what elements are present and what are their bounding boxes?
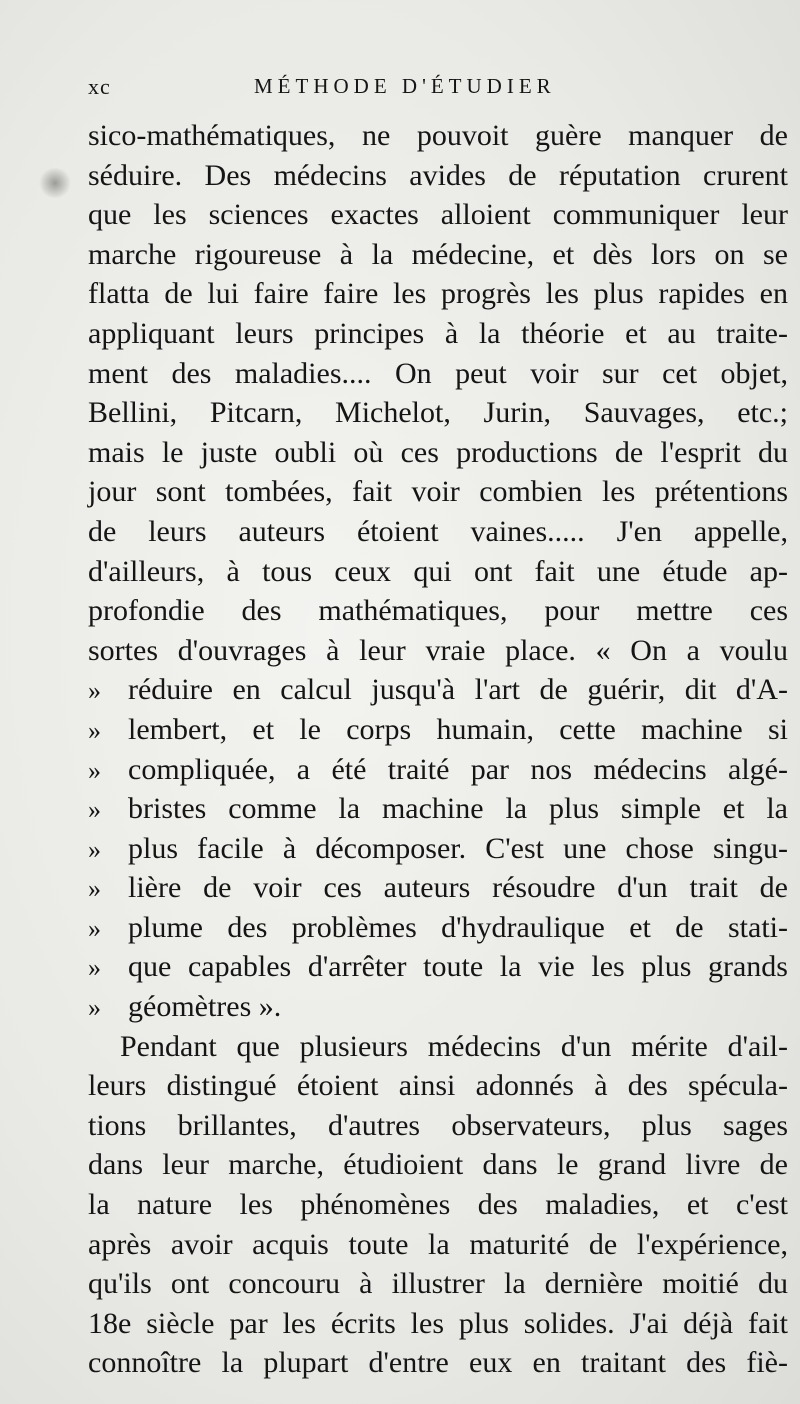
quote-line [88,750,788,790]
quote-mark: » [88,755,101,785]
quote-mark: » [88,676,101,706]
text-line: dans leur marche, étudioient dans le grand livre de [88,1148,788,1182]
text-line: que les sciences exactes alloient communiquer leur [88,198,788,232]
text-line: flatta de lui faire faire les progrès les plus rapides en [88,277,788,311]
quote-mark: » [88,715,101,745]
text-line: connoître la plupart d'entre eux en traitant des fiè- [88,1346,788,1380]
ink-smudge [38,168,72,198]
text-line: marche rigoureuse à la médecine, et dès lors on se [88,237,788,271]
quote-mark: » [88,874,101,904]
quote-text: lembert, et le corps humain, cette machine si [128,712,788,746]
text-line: sortes d'ouvrages à leur vraie place. « On a voulu [88,633,788,667]
text-line: leurs distingué étoient ainsi adonnés à des spécula- [88,1069,788,1103]
text-line: sico-mathématiques, ne pouvoit guère manquer de [88,119,788,152]
quote-text: bristes comme la machine la plus simple et la [128,792,788,826]
text-line: profondie des mathématiques, pour mettre ces [88,594,788,628]
text-line: de leurs auteurs étoient vaines..... J'en appelle, [88,514,788,548]
quote-line [88,868,788,908]
text-line: jour sont tombées, fait voir combien les prétentions [88,475,788,509]
quote-text: compliquée, a été traité par nos médecins algé- [128,752,788,786]
quote-line [88,947,788,987]
text-line: après avoir acquis toute la maturité de l'expérience, [88,1227,788,1261]
text-line: tions brillantes, d'autres observateurs, plus sages [88,1108,788,1142]
quote-line [88,987,788,1027]
quote-mark: » [88,953,101,983]
text-line: d'ailleurs, à tous ceux qui ont fait une étude ap- [88,554,788,588]
quote-mark: » [88,913,101,943]
text-line: ment des maladies.... On peut voir sur cet objet, [88,356,788,390]
quote-mark: » [88,834,101,864]
quote-line [88,710,788,750]
text-line: 18e siècle par les écrits les plus solides. J'ai déjà fait [88,1306,788,1340]
page-header [88,74,633,104]
quote-line [88,908,788,948]
quote-text: plus facile à décomposer. C'est une chose singu- [128,831,788,865]
text-line: qu'ils ont concouru à illustrer la dernière moitié du [88,1267,788,1301]
quote-line [88,670,788,710]
quote-mark: » [88,993,101,1023]
running-title: MÉTHODE D'ÉTUDIER [254,74,556,98]
quote-text: géomètres ». [128,990,282,1024]
body-text [88,116,788,1383]
text-line: la nature les phénomènes des maladies, et c'est [88,1188,788,1222]
text-line: Pendant que plusieurs médecins d'un mérite d'ail- [120,1029,788,1063]
text-line: Bellini, Pitcarn, Michelot, Jurin, Sauvages, etc.; [88,396,788,430]
text-line: appliquant leurs principes à la théorie et au traite- [88,316,788,350]
quote-text: lière de voir ces auteurs résoudre d'un trait de [128,871,788,905]
quote-line [88,829,788,869]
quote-text: que capables d'arrêter toute la vie les plus grands [128,950,788,984]
quote-mark: » [88,795,101,825]
quote-text: réduire en calcul jusqu'à l'art de guérir, dit d'A- [128,673,788,707]
text-line: séduire. Des médecins avides de réputation crurent [88,158,788,192]
text-line: mais le juste oubli où ces productions de l'esprit du [88,435,788,469]
quote-line [88,789,788,829]
quote-text: plume des problèmes d'hydraulique et de stati- [128,910,788,944]
page-number: xc [88,74,111,99]
